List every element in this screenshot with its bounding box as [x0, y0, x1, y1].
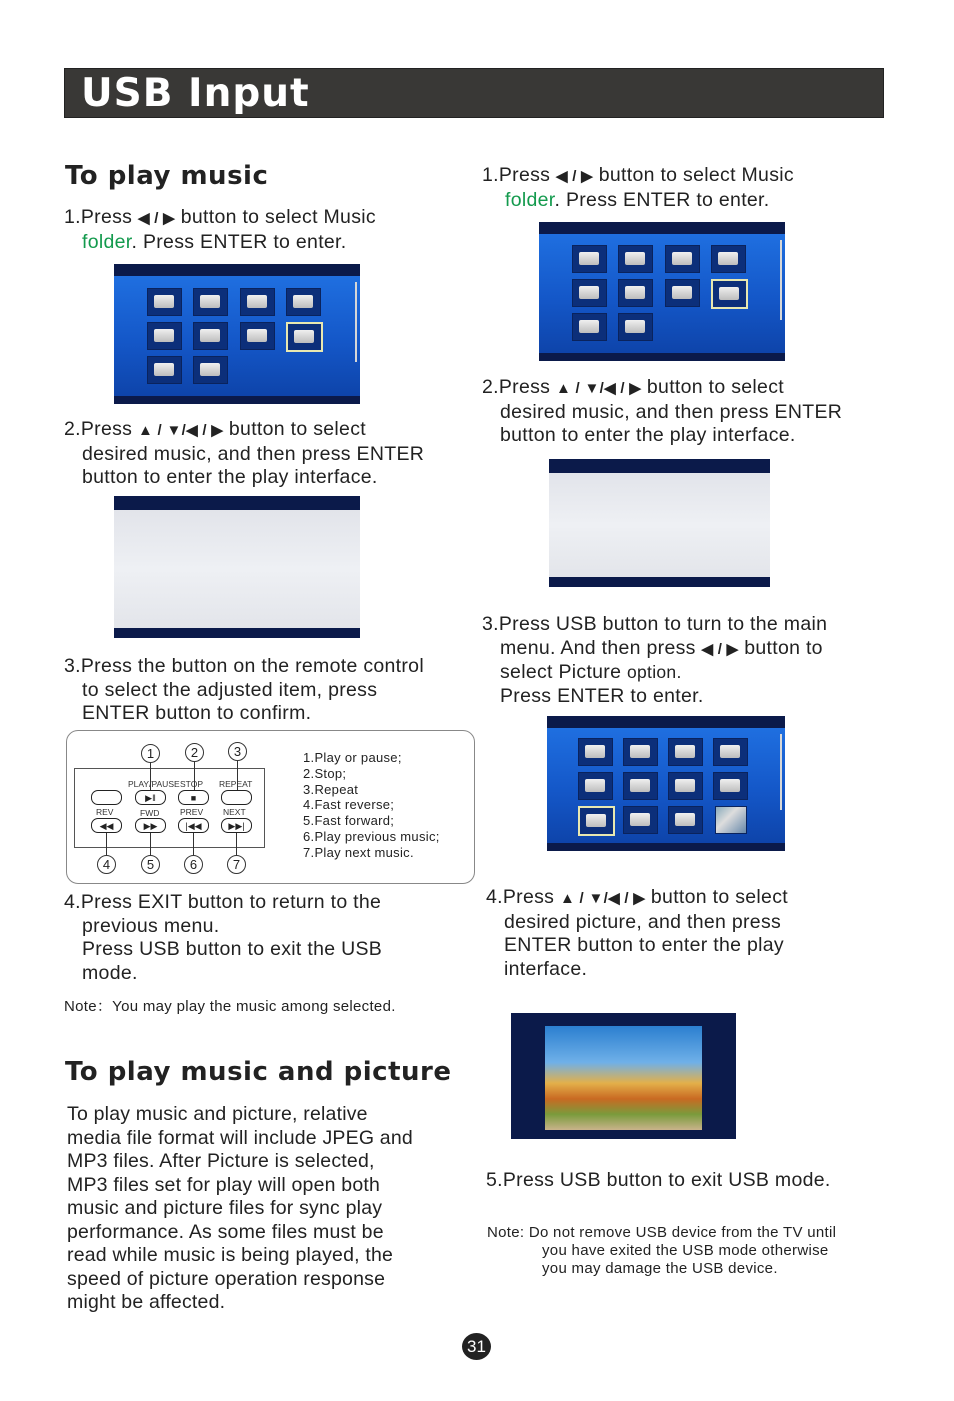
page-title: USB Input	[81, 71, 310, 116]
left-step-4: 4.Press EXIT button to return to the previous menu. Press USB button to exit the USB mode.	[64, 891, 383, 984]
right-step-2: 2.Press ▲ / ▼/◀ / ▶ button to select desired music, and then press ENTER button to enter the play interface.	[482, 376, 843, 446]
autumn-landscape-image	[545, 1026, 702, 1130]
callout-7: 7	[227, 855, 246, 874]
left-right-arrows-icon: ◀ / ▶	[555, 168, 594, 185]
folder-icon	[193, 322, 228, 350]
folder-icon	[618, 313, 653, 341]
blank-button	[221, 790, 252, 805]
left-step-1: 1.Press ◀ / ▶ button to select Music folder. Press ENTER to enter.	[64, 206, 376, 253]
folder-icon	[665, 279, 700, 307]
folder-icon	[711, 245, 746, 273]
section-title-music-picture: To play music and picture	[65, 1057, 452, 1087]
folder-icon-selected	[286, 322, 323, 352]
rev-icon: ◀◀	[91, 818, 122, 833]
picture-thumbnail-icon	[715, 806, 747, 834]
fwd-icon: ▶▶	[135, 818, 166, 833]
folder-icon	[665, 245, 700, 273]
right-step-1: 1.Press ◀ / ▶ button to select Music folder. Press ENTER to enter.	[482, 164, 794, 211]
folder-icon	[713, 772, 748, 800]
label-play-pause: PLAY/PAUSE	[128, 779, 180, 789]
blank-button	[91, 790, 122, 805]
folder-icon	[572, 279, 607, 307]
folder-icon	[240, 322, 275, 350]
callout-4: 4	[97, 855, 116, 874]
left-step-2: 2.Press ▲ / ▼/◀ / ▶ button to select desired music, and then press ENTER button to enter the play interface.	[64, 418, 425, 488]
callout-1: 1	[141, 744, 160, 763]
folder-icon-selected	[578, 806, 615, 836]
folder-icon-selected	[711, 279, 748, 309]
title-bar	[64, 68, 884, 118]
left-note: Note：You may play the music among selected.	[64, 998, 396, 1015]
music-folder-screenshot-2	[539, 222, 785, 361]
folder-icon	[623, 806, 658, 834]
callout-3: 3	[228, 742, 247, 761]
direction-arrows-icon: ▲ / ▼/◀ / ▶	[559, 890, 646, 907]
left-step-3: 3.Press the button on the remote control to select the adjusted item, press ENTER button to confirm.	[64, 655, 424, 724]
folder-icon	[713, 738, 748, 766]
folder-icon	[240, 288, 275, 316]
left-right-arrows-icon: ◀ / ▶	[137, 210, 176, 227]
direction-arrows-icon: ▲ / ▼/◀ / ▶	[137, 422, 224, 439]
right-note: Note: Do not remove USB device from the TV until you have exited the USB mode otherwise you may damage the USB device.	[487, 1224, 837, 1277]
folder-icon	[578, 738, 613, 766]
label-fwd: FWD	[140, 808, 160, 818]
picture-folder-screenshot	[547, 716, 785, 851]
folder-icon	[623, 738, 658, 766]
label-stop: STOP	[180, 779, 203, 789]
right-step-4: 4.Press ▲ / ▼/◀ / ▶ button to select desired picture, and then press ENTER button to enter the play interface.	[486, 886, 788, 980]
folder-icon	[193, 288, 228, 316]
right-step-5: 5.Press USB button to exit USB mode.	[486, 1169, 831, 1191]
page-number: 31	[462, 1333, 491, 1360]
music-play-screenshot	[114, 496, 360, 638]
music-play-screenshot-2	[549, 459, 770, 587]
right-step-3: 3.Press USB button to turn to the main menu. And then press ◀ / ▶ button to select Picture option. Press ENTER to enter.	[482, 613, 828, 707]
folder-icon	[193, 356, 228, 384]
direction-arrows-icon: ▲ / ▼/◀ / ▶	[555, 380, 642, 397]
folder-icon	[286, 288, 321, 316]
folder-icon	[147, 356, 182, 384]
section-title-play-music: To play music	[65, 161, 269, 191]
folder-icon	[668, 772, 703, 800]
folder-icon	[618, 245, 653, 273]
folder-icon	[147, 288, 182, 316]
picture-play-screenshot	[511, 1013, 736, 1139]
next-icon: ▶▶|	[221, 818, 252, 833]
file-icon	[668, 806, 703, 834]
label-prev: PREV	[180, 807, 204, 817]
label-repeat: REPEAT	[219, 779, 253, 789]
folder-icon	[572, 245, 607, 273]
music-folder-screenshot	[114, 264, 360, 404]
stop-icon: ■	[178, 790, 209, 805]
prev-icon: |◀◀	[178, 818, 209, 833]
callout-5: 5	[141, 855, 160, 874]
folder-icon	[578, 772, 613, 800]
remote-legend: 1.Play or pause; 2.Stop; 3.Repeat 4.Fast reverse; 5.Fast forward; 6.Play previous music; 7.Play next music.	[303, 750, 440, 860]
play-pause-icon: ▶‖	[135, 790, 166, 805]
folder-icon	[618, 279, 653, 307]
callout-6: 6	[184, 855, 203, 874]
label-rev: REV	[96, 807, 114, 817]
folder-icon	[668, 738, 703, 766]
folder-icon	[572, 313, 607, 341]
folder-icon	[147, 322, 182, 350]
label-next: NEXT	[223, 807, 246, 817]
folder-icon	[623, 772, 658, 800]
left-right-arrows-icon: ◀ / ▶	[701, 640, 739, 658]
music-picture-paragraph: To play music and picture, relative media file format will include JPEG and MP3 files. After Picture is selected, MP3 files set for play will open both music and picture files for sync play performance. As some files must be read while music is being played, the speed of picture operation response might be affected.	[67, 1103, 413, 1313]
callout-2: 2	[185, 743, 204, 762]
